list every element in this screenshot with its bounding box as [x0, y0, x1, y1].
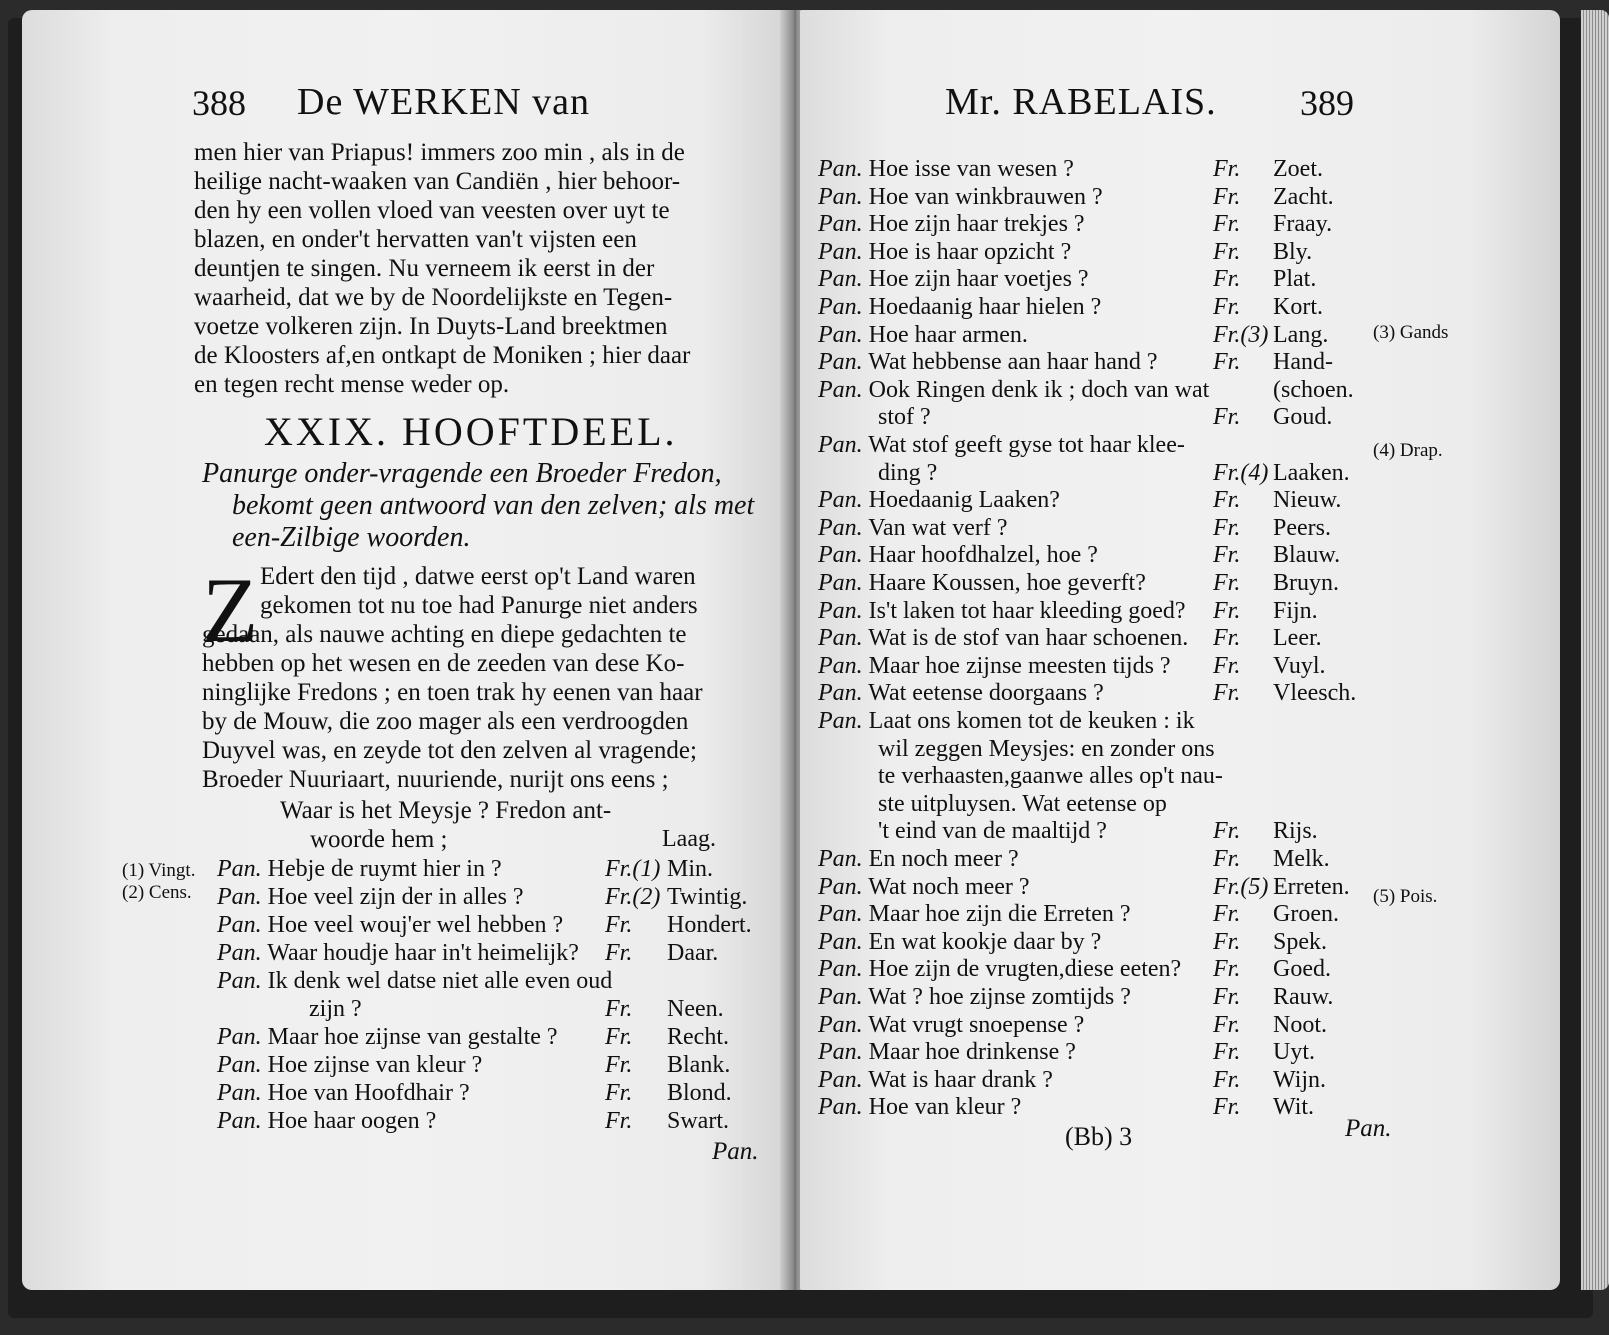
answer: Blauw.	[1273, 542, 1341, 569]
dialogue-row	[818, 791, 1167, 819]
dialogue-row	[818, 487, 1342, 515]
question: zijn ?	[309, 996, 362, 1022]
text-line: Duyvel was, en zeyde tot den zelven al vragende;	[202, 737, 697, 764]
question: Hoe haar armen.	[868, 321, 1028, 348]
respondent: Fr.	[1213, 514, 1241, 541]
text-line: heilige nacht-waaken van Candiën , hier behoor-	[194, 168, 681, 195]
text-line: gekomen tot nu toe had Panurge niet anders	[260, 592, 698, 619]
answer: Peers.	[1273, 514, 1331, 541]
answer: Neen.	[667, 996, 724, 1022]
intro-paragraph	[194, 138, 690, 399]
question: Hoe veel wouj'er wel hebben ?	[267, 912, 564, 938]
dialogue-row	[818, 432, 1185, 460]
dialogue-row	[217, 996, 724, 1024]
dialogue-row	[818, 349, 1333, 377]
answer: Bly.	[1273, 238, 1313, 265]
dialogue-row	[217, 1024, 729, 1052]
answer: (schoen.	[1273, 376, 1354, 403]
respondent: Fr.	[1213, 625, 1241, 652]
respondent: Fr.	[1213, 928, 1241, 955]
drop-cap: Z	[202, 559, 259, 661]
speaker-label: Pan.	[818, 432, 863, 458]
text-line: by de Mouw, die zoo mager als een verdroogden	[202, 708, 689, 735]
margin-note: (3) Gands	[1373, 322, 1449, 343]
speaker-label: Pan.	[217, 1024, 262, 1050]
question: Hoe zijn haar trekjes ?	[868, 211, 1085, 238]
answer: Hondert.	[667, 912, 752, 938]
question: Wat vrugt snoepense ?	[868, 1011, 1085, 1038]
dialogue-row	[818, 928, 1327, 957]
answer: Plat.	[1273, 266, 1317, 293]
dialogue-row	[818, 404, 1333, 432]
speaker-label: Pan.	[818, 846, 863, 872]
speaker-label: Pan.	[818, 625, 863, 652]
respondent: Fr.	[605, 1108, 633, 1134]
question: Haare Koussen, hoe geverft?	[868, 570, 1146, 596]
dialogue-row	[217, 1108, 729, 1136]
answer: Groen.	[1273, 901, 1339, 928]
answer: Bruyn.	[1273, 570, 1339, 596]
dialogue-intro	[280, 796, 611, 854]
subheading-line: bekomt geen antwoord van den zelven; als met	[232, 490, 755, 521]
question: Haar hoofdhalzel, hoe ?	[868, 542, 1098, 569]
dialogue-row	[818, 984, 1334, 1012]
answer: Goud.	[1273, 404, 1333, 431]
text-line: den hy een vollen vloed van veesten over uyt te	[194, 197, 670, 224]
speaker-label: Pan.	[818, 1011, 863, 1038]
left-page	[22, 10, 792, 1290]
question: Hoe zijn haar voetjes ?	[868, 266, 1089, 293]
margin-note: (5) Pois.	[1373, 886, 1438, 907]
respondent: Fr.	[1213, 349, 1241, 376]
question: Ook Ringen denk ik ; doch van wat	[868, 376, 1210, 403]
subheading-line: Panurge onder-vragende een Broeder Fredon,	[202, 458, 722, 489]
text-line: blazen, en onder't hervatten van't vijsten een	[194, 226, 637, 253]
question: Wat is haar drank ?	[868, 1066, 1053, 1093]
text-line: woorde hem ;	[310, 826, 448, 853]
speaker-label: Pan.	[818, 266, 863, 293]
respondent: Fr.	[1213, 404, 1241, 431]
text-line: Broeder Nuuriaart, nuuriende, nurijt ons eens ;	[202, 766, 669, 793]
respondent: Fr.	[1213, 266, 1241, 293]
text-line: gedaan, als nauwe achting en diepe gedachten te	[202, 621, 687, 648]
first-answer: Laag.	[662, 826, 716, 852]
catchword-left: Pan.	[712, 1138, 759, 1165]
dialogue-row	[818, 211, 1333, 239]
respondent: Fr.	[1213, 1039, 1241, 1066]
speaker-label: Pan.	[217, 940, 262, 966]
speaker-label: Pan.	[217, 1052, 262, 1078]
dialogue-row	[818, 266, 1317, 294]
question: En noch meer ?	[868, 846, 1019, 872]
speaker-label: Pan.	[818, 376, 863, 403]
dialogue-row	[818, 1066, 1327, 1095]
question: Maar hoe zijnse meesten tijds ?	[868, 652, 1171, 679]
question: Maar hoe drinkense ?	[868, 1039, 1076, 1066]
respondent: Fr.	[1213, 652, 1241, 679]
answer: Fijn.	[1273, 597, 1318, 624]
chapter-paragraph	[202, 559, 703, 794]
answer: Wit.	[1273, 1094, 1315, 1121]
respondent: Fr.	[605, 912, 633, 938]
respondent: Fr.	[1213, 956, 1241, 983]
respondent: Fr.	[1213, 1011, 1241, 1038]
text-line: deuntjen te singen. Nu verneem ik eerst in der	[194, 255, 655, 282]
dialogue-row	[217, 856, 714, 884]
answer: Twintig.	[667, 884, 748, 910]
chapter-subheading	[202, 458, 754, 554]
dialogue-row	[818, 846, 1330, 874]
question: Laat ons komen tot de keuken : ik	[868, 708, 1195, 734]
question: Van wat verf ?	[868, 514, 1008, 541]
speaker-label: Pan.	[818, 514, 863, 541]
question: Hoe van winkbrauwen ?	[868, 183, 1103, 210]
question: Hoe van kleur ?	[868, 1094, 1022, 1121]
dialogue-row	[818, 680, 1357, 708]
speaker-label: Pan.	[818, 294, 863, 320]
signature-mark: (Bb) 3	[1065, 1122, 1133, 1151]
catchword-right: Pan.	[1345, 1115, 1392, 1142]
answer: Hand-	[1273, 349, 1333, 376]
question: Waar houdje haar in't heimelijk?	[267, 940, 579, 966]
dialogue-row	[217, 940, 719, 968]
dialogue-row	[818, 652, 1326, 681]
respondent: Fr.	[1213, 570, 1241, 596]
dialogue-row	[217, 1052, 731, 1080]
question: Wat is de stof van haar schoenen.	[868, 625, 1189, 652]
speaker-label: Pan.	[818, 597, 863, 624]
speaker-label: Pan.	[217, 884, 262, 910]
dialogue-row	[217, 912, 752, 940]
speaker-label: Pan.	[818, 984, 863, 1010]
respondent: Fr.	[605, 1080, 633, 1106]
running-title-left: De WERKEN van	[297, 81, 591, 123]
text-line: hebben op het wesen en de zeeden van dese Ko-	[202, 650, 685, 677]
question: Wat hebbense aan haar hand ?	[868, 349, 1158, 376]
page-number-left: 388	[192, 83, 246, 123]
answer: Fraay.	[1273, 211, 1333, 238]
text-line: Edert den tijd , datwe eerst op't Land waren	[260, 563, 696, 590]
respondent: Fr.	[1213, 487, 1241, 514]
answer: Blond.	[667, 1080, 732, 1106]
speaker-label: Pan.	[818, 183, 863, 210]
dialogue-row	[818, 763, 1223, 791]
question: 't eind van de maaltijd ?	[878, 818, 1107, 845]
dialogue-row	[818, 736, 1215, 764]
respondent: Fr.	[1213, 1066, 1241, 1093]
speaker-label: Pan.	[818, 708, 863, 734]
answer: Vuyl.	[1273, 652, 1326, 679]
answer: Min.	[667, 856, 714, 882]
answer: Daar.	[667, 940, 719, 966]
question: stof ?	[878, 404, 931, 431]
answer: Wijn.	[1273, 1066, 1327, 1093]
question: Hoe van Hoofdhair ?	[267, 1080, 470, 1106]
speaker-label: Pan.	[818, 349, 863, 376]
margin-note: (4) Drap.	[1373, 440, 1443, 461]
speaker-label: Pan.	[217, 912, 262, 938]
speaker-label: Pan.	[818, 680, 863, 707]
question: Maar hoe zijn die Erreten ?	[868, 901, 1131, 928]
text-line: Waar is het Meysje ? Fredon ant-	[280, 797, 612, 824]
answer: Recht.	[667, 1024, 729, 1050]
speaker-label: Pan.	[818, 928, 863, 955]
text-line: men hier van Priapus! immers zoo min , als in de	[194, 139, 685, 166]
question: Wat stof geeft gyse tot haar klee-	[868, 432, 1185, 458]
dialogue-row	[217, 884, 748, 912]
answer: Lang.	[1273, 321, 1329, 348]
speaker-label: Pan.	[818, 570, 863, 596]
dialogue-row	[818, 1039, 1315, 1067]
speaker-label: Pan.	[818, 873, 863, 900]
respondent: Fr.(5)	[1213, 873, 1269, 900]
dialogue-row	[818, 183, 1334, 212]
respondent: Fr.	[1213, 818, 1241, 845]
dialogue-row	[818, 321, 1329, 350]
speaker-label: Pan.	[818, 956, 863, 983]
respondent: Fr.	[605, 1024, 633, 1050]
speaker-label: Pan.	[818, 1066, 863, 1093]
question: ste uitpluysen. Wat eetense op	[878, 790, 1167, 817]
speaker-label: Pan.	[818, 487, 863, 514]
question: Hoe is haar opzicht ?	[868, 238, 1072, 265]
respondent: Fr.	[1213, 984, 1241, 1010]
respondent: Fr.	[605, 940, 633, 966]
text-line: voetze volkeren zijn. In Duyts-Land breektmen	[194, 313, 668, 340]
respondent: Fr.(2)	[605, 884, 661, 910]
question: ding ?	[878, 459, 938, 486]
dialogue-row	[818, 156, 1323, 184]
page-number-right: 389	[1300, 83, 1354, 123]
answer: Zacht.	[1273, 183, 1334, 210]
question: Hoe isse van wesen ?	[868, 156, 1074, 182]
answer: Swart.	[667, 1108, 729, 1134]
speaker-label: Pan.	[217, 856, 262, 882]
speaker-label: Pan.	[818, 1039, 863, 1066]
dialogue-row	[818, 1011, 1327, 1040]
dialogue-row	[217, 1080, 732, 1108]
text-line: de Kloosters af,en ontkapt de Moniken ; hier daar	[194, 342, 691, 369]
dialogue-row	[818, 1094, 1315, 1122]
answer: Nieuw.	[1273, 487, 1342, 514]
speaker-label: Pan.	[818, 238, 863, 265]
answer: Kort.	[1273, 294, 1323, 320]
respondent: Fr.	[605, 996, 633, 1022]
chapter-heading: XXIX. HOOFTDEEL.	[264, 409, 678, 454]
respondent: Fr.	[1213, 901, 1241, 928]
dialogue-row	[818, 625, 1322, 653]
speaker-label: Pan.	[818, 652, 863, 679]
respondent: Fr.	[1213, 183, 1241, 210]
question: wil zeggen Meysjes: en zonder ons	[878, 735, 1215, 762]
question: Hebje de ruymt hier in ?	[267, 856, 502, 882]
answer: Uyt.	[1273, 1039, 1315, 1066]
speaker-label: Pan.	[818, 1094, 863, 1121]
dialogue-row	[818, 459, 1350, 488]
respondent: Fr.	[1213, 1094, 1241, 1121]
question: Ik denk wel datse niet alle even oud	[267, 968, 613, 994]
text-line: ninglijke Fredons ; en toen trak hy eenen van haar	[202, 679, 703, 706]
dialogue-row	[818, 956, 1331, 984]
dialogue-row	[818, 294, 1323, 322]
respondent: Fr.	[1213, 542, 1241, 569]
question: Hoe zijnse van kleur ?	[267, 1052, 483, 1078]
dialogue-row	[818, 570, 1339, 598]
dialogue-row	[818, 597, 1318, 626]
answer: Blank.	[667, 1052, 731, 1078]
dialogue-row	[818, 238, 1313, 267]
respondent: Fr.	[1213, 238, 1241, 265]
speaker-label: Pan.	[217, 968, 262, 994]
question: Maar hoe zijnse van gestalte ?	[267, 1024, 558, 1050]
respondent: Fr.(1)	[605, 856, 661, 882]
page-edges	[1581, 10, 1609, 1290]
dialogue-row	[818, 376, 1354, 405]
question: Hoe zijn de vrugten,diese eeten?	[868, 956, 1182, 983]
respondent: Fr.	[1213, 597, 1241, 624]
answer: Rijs.	[1273, 818, 1318, 845]
answer: Spek.	[1273, 928, 1327, 955]
question: te verhaasten,gaanwe alles op't nau-	[878, 763, 1223, 790]
question: Hoedaanig Laaken?	[868, 487, 1060, 514]
speaker-label: Pan.	[217, 1108, 262, 1134]
dialogue-row	[818, 514, 1331, 543]
speaker-label: Pan.	[818, 211, 863, 238]
answer: Noot.	[1273, 1011, 1327, 1038]
respondent: Fr.(3)	[1213, 321, 1269, 348]
speaker-label: Pan.	[818, 901, 863, 928]
speaker-label: Pan.	[217, 1080, 262, 1106]
respondent: Fr.(4)	[1213, 459, 1269, 486]
answer: Zoet.	[1273, 156, 1323, 182]
margin-note: (2) Cens.	[122, 882, 192, 903]
respondent: Fr.	[1213, 156, 1241, 182]
question: Wat eetense doorgaans ?	[868, 680, 1104, 707]
dialogue-row	[818, 818, 1318, 846]
answer: Leer.	[1273, 625, 1322, 652]
question: En wat kookje daar by ?	[868, 928, 1102, 955]
question: Wat noch meer ?	[868, 873, 1030, 900]
right-page	[800, 10, 1560, 1290]
speaker-label: Pan.	[818, 156, 863, 182]
question: Is't laken tot haar kleeding goed?	[868, 597, 1186, 624]
question: Hoedaanig haar hielen ?	[868, 294, 1102, 320]
question: Hoe veel zijn der in alles ?	[267, 884, 524, 910]
answer: Laaken.	[1273, 459, 1350, 486]
subheading-line: een-Zilbige woorden.	[232, 522, 471, 553]
question: Wat ? hoe zijnse zomtijds ?	[868, 984, 1131, 1010]
respondent: Fr.	[1213, 846, 1241, 872]
answer: Goed.	[1273, 956, 1331, 983]
running-title-right: Mr. RABELAIS.	[945, 81, 1217, 123]
margin-note: (1) Vingt.	[122, 860, 196, 881]
question: Hoe haar oogen ?	[267, 1108, 437, 1134]
dialogue-row	[217, 968, 612, 996]
dialogue-row	[818, 901, 1339, 929]
answer: Erreten.	[1273, 873, 1350, 900]
speaker-label: Pan.	[818, 542, 863, 569]
respondent: Fr.	[1213, 211, 1241, 238]
text-line: en tegen recht mense weder op.	[194, 371, 510, 398]
speaker-label: Pan.	[818, 321, 863, 348]
answer: Rauw.	[1273, 984, 1334, 1010]
respondent: Fr.	[605, 1052, 633, 1078]
answer: Vleesch.	[1273, 680, 1357, 707]
dialogue-row	[818, 708, 1195, 736]
dialogue-row	[818, 542, 1341, 570]
respondent: Fr.	[1213, 680, 1241, 707]
text-line: waarheid, dat we by de Noordelijkste en Tegen-	[194, 284, 673, 311]
answer: Melk.	[1273, 846, 1330, 872]
dialogue-row	[818, 873, 1350, 902]
respondent: Fr.	[1213, 294, 1241, 320]
